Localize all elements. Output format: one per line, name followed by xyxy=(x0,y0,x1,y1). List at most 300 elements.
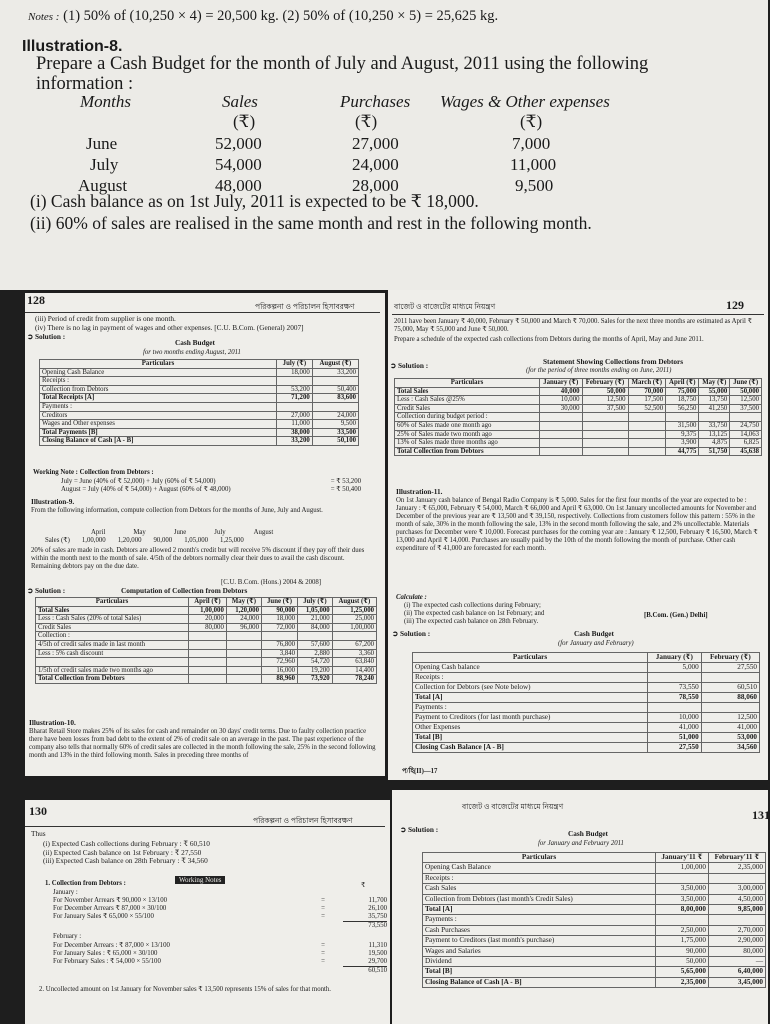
row-label: Closing Cash Balance [A - B] xyxy=(413,743,648,753)
row-value: 80,000 xyxy=(189,623,227,632)
row-value: 3,50,000 xyxy=(656,894,709,904)
page-number: 130 xyxy=(29,804,47,818)
row-value: 41,250 xyxy=(699,404,730,413)
collections-table xyxy=(394,378,762,456)
working-amount: 11,700 xyxy=(368,897,387,904)
row-label: Opening Cash balance xyxy=(413,663,648,673)
row-value: 41,000 xyxy=(648,723,702,733)
table-header: Particulars April (₹) May (₹) June (₹) July (₹) August (₹) xyxy=(36,598,377,607)
illustration-10-text: Bharat Retail Store makes 25% of its sales for cash and remainder on 30 days' credit terms. Due to faulty collection practice there have been losses from bad debt to the extent of 2% of credit sale on an average in the past. The past experience of the company also tells that normally 60% of credit sales are collected in the month following the sale, 25% in the second following month and 13% in the third following month. Sales in preceding three months of xyxy=(29,728,376,759)
february-rows xyxy=(53,942,388,975)
row-value: 11,000 xyxy=(277,420,313,429)
row-value xyxy=(582,430,628,439)
row-value: 5,65,000 xyxy=(656,967,709,977)
table-row xyxy=(36,640,377,649)
running-head: বাজেট ও বাজেটের মাধ্যমে নিয়ন্ত্রণ xyxy=(462,802,564,811)
head-rule xyxy=(392,314,764,315)
row-value xyxy=(699,413,730,422)
row-label: Total [B] xyxy=(423,967,656,977)
row-value: 31,500 xyxy=(666,421,699,430)
row-value: 72,960 xyxy=(261,658,297,667)
table-row xyxy=(413,713,760,723)
row-value: 2,880 xyxy=(298,649,333,658)
row-value: 12,500 xyxy=(701,713,759,723)
row-label: 4/5th of credit sales made in last month xyxy=(36,640,189,649)
row-value xyxy=(277,377,313,386)
row-value xyxy=(648,673,702,683)
row-value xyxy=(540,430,583,439)
row-value xyxy=(666,413,699,422)
reference: [B.Com. (Gen.) Delhi] xyxy=(644,612,708,619)
working-line xyxy=(53,950,388,958)
page-131 xyxy=(392,790,768,1024)
working-desc xyxy=(53,921,303,930)
row-label: Payments : xyxy=(413,703,648,713)
row-label: Cash Purchases xyxy=(423,925,656,935)
thus-label: Thus xyxy=(31,829,46,838)
row-value: 14,063 xyxy=(730,430,762,439)
row-value: 53,200 xyxy=(277,385,313,394)
unit-sales: (₹) xyxy=(233,112,256,131)
table-header: Particulars January (₹) February (₹) xyxy=(413,653,760,663)
row-label: Collection during budget period : xyxy=(395,413,540,422)
row-label: Collection for Debtors (see Note below) xyxy=(413,683,648,693)
row-value: 51,750 xyxy=(699,447,730,456)
solution-label: ➲ Solution : xyxy=(390,361,429,370)
row-label: Total Collection from Debtors xyxy=(36,675,189,684)
computation-title: Computation of Collection from Debtors xyxy=(121,586,248,595)
row-label: Wages and Salaries xyxy=(423,946,656,956)
row-value xyxy=(261,632,297,641)
working-amount: 29,700 xyxy=(368,958,387,965)
row-value xyxy=(226,658,261,667)
row-label: Creditors xyxy=(40,411,277,420)
row-value: 37,500 xyxy=(730,404,762,413)
table-header: Particulars January'11 ₹ February'11 ₹ xyxy=(423,853,766,863)
row-value: 78,550 xyxy=(648,693,702,703)
row-label: 60% of Sales made one month ago xyxy=(395,421,540,430)
illustration-9-ref: [C.U. B.Com. (Hons.) 2004 & 2008] xyxy=(221,579,322,586)
row-value: 3,360 xyxy=(332,649,376,658)
illustration-11-heading: Illustration-11. xyxy=(396,487,443,496)
row-value xyxy=(628,439,666,448)
solution-label-2: ➲ Solution : xyxy=(27,586,66,595)
row-value xyxy=(708,873,765,883)
january-label: January : xyxy=(53,889,78,896)
table-row xyxy=(423,957,766,967)
row-value: 72,000 xyxy=(261,623,297,632)
row-label: Receipts : xyxy=(413,673,648,683)
row-value: 25,000 xyxy=(332,615,376,624)
page-footer: প/হি(II)—17 xyxy=(402,768,438,775)
intro: (iii) Period of credit from supplier is one month. (iv) There is no lag in payment of wages and other expenses. [C.U. B.Com. (General) 2007] xyxy=(35,314,304,332)
row-purchases: 28,000 xyxy=(352,176,399,195)
head-rule xyxy=(25,312,380,313)
row-value: 51,000 xyxy=(648,733,702,743)
row-value xyxy=(540,439,583,448)
row-value: 50,000 xyxy=(656,957,709,967)
row-label: Closing Balance of Cash [A - B] xyxy=(423,977,656,987)
intro: 2011 have been January ₹ 40,000, February ₹ 50,000 and March ₹ 70,000. Sales for the next three months are estimated as April ₹ 75,000, May ₹ 55,000 and June ₹ 50,000. xyxy=(394,318,752,333)
row-value xyxy=(656,915,709,925)
row-value: 57,600 xyxy=(298,640,333,649)
row-label: Payment to Creditors (last month's purchase) xyxy=(423,936,656,946)
row-label: Total [A] xyxy=(413,693,648,703)
table-row xyxy=(423,946,766,956)
table-row xyxy=(40,394,359,403)
row-value xyxy=(189,649,227,658)
row-value: 6,825 xyxy=(730,439,762,448)
row-value xyxy=(312,402,358,411)
collection-table xyxy=(35,597,377,684)
row-value xyxy=(540,421,583,430)
working-line xyxy=(53,913,388,921)
table-row xyxy=(36,623,377,632)
row-value: 75,000 xyxy=(666,387,699,396)
row-value: 3,900 xyxy=(666,439,699,448)
row-value: 37,500 xyxy=(582,404,628,413)
table-row xyxy=(40,368,359,377)
row-value: 90,000 xyxy=(261,606,297,615)
solution-label: ➲ Solution : xyxy=(400,825,439,834)
row-label: Payments : xyxy=(40,402,277,411)
row-label: Less : 5% cash discount xyxy=(36,649,189,658)
table-row xyxy=(395,421,762,430)
row-value xyxy=(540,413,583,422)
row-value: 34,560 xyxy=(701,743,759,753)
row-value: 40,000 xyxy=(540,387,583,396)
row-value xyxy=(628,430,666,439)
row-value: 3,840 xyxy=(261,649,297,658)
table-row xyxy=(395,396,762,405)
row-label: Collection : xyxy=(36,632,189,641)
table-row xyxy=(395,387,762,396)
table-row xyxy=(36,658,377,667)
row-label: Dividend xyxy=(423,957,656,967)
row-value: 53,000 xyxy=(701,733,759,743)
row-value xyxy=(701,673,759,683)
row-value: 4,50,000 xyxy=(708,894,765,904)
row-value: 45,638 xyxy=(730,447,762,456)
page-128 xyxy=(25,293,385,776)
top-page xyxy=(0,0,768,290)
row-value: 24,000 xyxy=(226,615,261,624)
table-row xyxy=(40,437,359,446)
equals-sign: = xyxy=(321,897,325,904)
row-value xyxy=(189,666,227,675)
working-amount: 26,100 xyxy=(368,905,387,912)
table-row xyxy=(395,404,762,413)
row-value: 3,50,000 xyxy=(656,884,709,894)
row-value: — xyxy=(708,957,765,967)
working-amount: 11,310 xyxy=(368,942,387,949)
row-value: 27,000 xyxy=(277,411,313,420)
row-value: 13,125 xyxy=(699,430,730,439)
row-value: 55,000 xyxy=(699,387,730,396)
solution-label: ➲ Solution : xyxy=(27,332,66,341)
row-value: 73,920 xyxy=(298,675,333,684)
row-value: 24,750 xyxy=(730,421,762,430)
working-desc: For December Arrears : ₹ 87,000 × 13/100 xyxy=(53,942,170,949)
row-value: 96,000 xyxy=(226,623,261,632)
working-desc: For November Arrears ₹ 90,000 × 13/100 xyxy=(53,897,168,904)
equals-sign xyxy=(303,966,343,975)
notes-label: Notes : xyxy=(28,11,60,23)
working-line xyxy=(53,966,388,975)
row-value xyxy=(656,873,709,883)
table-row xyxy=(413,733,760,743)
table-row xyxy=(423,905,766,915)
row-value xyxy=(582,421,628,430)
row-value: 44,775 xyxy=(666,447,699,456)
row-value: 10,000 xyxy=(648,713,702,723)
illustration-10-heading: Illustration-10. xyxy=(29,718,76,727)
row-value xyxy=(189,632,227,641)
row-value xyxy=(226,666,261,675)
row-value: 27,550 xyxy=(648,743,702,753)
row-value: 50,100 xyxy=(312,437,358,446)
table-row xyxy=(395,430,762,439)
row-value: 8,00,000 xyxy=(656,905,709,915)
row-label: Total Payments [B] xyxy=(40,428,277,437)
row-value xyxy=(628,447,666,456)
row-label: Payment to Creditors (for last month purchase) xyxy=(413,713,648,723)
row-value xyxy=(628,421,666,430)
row-sales: 48,000 xyxy=(215,176,262,195)
col-sales: Sales xyxy=(222,92,258,111)
illustration-9-body: 20% of sales are made in cash. Debtors are allowed 2 month's credit but will receive 5% discount if they pay off their dues within the month next to the month of sale. 4/5th of the debtors normally clear their dues to avail the cash discount. Remaining debtors pay on the due date. xyxy=(31,547,365,570)
row-label: Credit Sales xyxy=(395,404,540,413)
illustration-8-prompt: Prepare a Cash Budget for the month of July and August, 2011 using the following information : xyxy=(36,54,649,94)
row-value xyxy=(708,915,765,925)
cash-budget-table xyxy=(412,652,760,753)
working-line xyxy=(53,942,388,950)
budget-title: Cash Budget xyxy=(568,829,608,838)
row-value: 56,250 xyxy=(666,404,699,413)
row-value: 50,000 xyxy=(582,387,628,396)
row-value: 6,40,000 xyxy=(708,967,765,977)
row-value: 3,00,000 xyxy=(708,884,765,894)
working-note: July = June (40% of ₹ 52,000) + July (60% of ₹ 54,000) = ₹ 53,200 August = July (40% of ₹ 54,000) + August (60% of ₹ 48,000) = ₹ 50,400 xyxy=(61,478,361,493)
note-2: 2. Uncollected amount on 1st January for November sales ₹ 13,500 represents 15% of sales for that month. xyxy=(39,986,331,993)
row-value: 18,750 xyxy=(666,396,699,405)
table-row xyxy=(423,925,766,935)
row-label: Wages and Other expenses xyxy=(40,420,277,429)
row-value: 20,000 xyxy=(189,615,227,624)
row-value xyxy=(582,447,628,456)
row-value xyxy=(277,402,313,411)
row-label: Less : Cash Sales (20% of total Sales) xyxy=(36,615,189,624)
row-value: 2,35,000 xyxy=(708,863,765,873)
row-wages: 9,500 xyxy=(515,176,554,195)
row-value: 73,550 xyxy=(648,683,702,693)
table-row xyxy=(413,663,760,673)
january-rows xyxy=(53,897,388,930)
table-row xyxy=(413,673,760,683)
row-value: 1,00,000 xyxy=(332,623,376,632)
page-130 xyxy=(25,800,390,1024)
row-value: 2,90,000 xyxy=(708,936,765,946)
row-value: 71,200 xyxy=(277,394,313,403)
row-label: Opening Cash Balance xyxy=(40,368,277,377)
page-number: 128 xyxy=(27,293,45,307)
cash-budget-table xyxy=(422,852,766,988)
row-value: 27,550 xyxy=(701,663,759,673)
working-amount: 35,750 xyxy=(368,913,387,920)
table-header: Particulars July (₹) August (₹) xyxy=(40,360,359,369)
table-row xyxy=(40,428,359,437)
page-129 xyxy=(388,290,768,780)
calculate-items: (i) The expected cash collections during February; (ii) The expected cash balance on 1st February; and (iii) The expected cash balance on 28th February. xyxy=(404,602,545,625)
row-label: Total Collection from Debtors xyxy=(395,447,540,456)
row-value: 88,060 xyxy=(701,693,759,703)
working-line xyxy=(53,897,388,905)
row-value: 14,400 xyxy=(332,666,376,675)
row-value: 12,500 xyxy=(730,396,762,405)
table-row xyxy=(423,884,766,894)
row-value: 19,200 xyxy=(298,666,333,675)
row-value xyxy=(298,632,333,641)
table-row xyxy=(395,447,762,456)
illustration-9-text: From the following information, compute collection from Debtors for the months of June, July and August. xyxy=(31,507,323,514)
table-row xyxy=(36,649,377,658)
table-row xyxy=(413,703,760,713)
row-value: 60,510 xyxy=(701,683,759,693)
row-value: 33,200 xyxy=(312,368,358,377)
row-value: 67,200 xyxy=(332,640,376,649)
budget-subtitle: for two months ending August, 2011 xyxy=(143,349,241,356)
row-value: 88,960 xyxy=(261,675,297,684)
row-value: 30,000 xyxy=(540,404,583,413)
row-value: 1,00,000 xyxy=(656,863,709,873)
row-value: 18,000 xyxy=(261,615,297,624)
row-value: 1,75,000 xyxy=(656,936,709,946)
row-month: August xyxy=(78,176,128,195)
table-row xyxy=(40,385,359,394)
row-label: Less : Cash Sales @25% xyxy=(395,396,540,405)
table-row xyxy=(36,675,377,684)
row-label: Total Sales xyxy=(36,606,189,615)
cash-budget-table xyxy=(39,359,359,446)
row-value: 80,000 xyxy=(708,946,765,956)
row-value: 12,500 xyxy=(582,396,628,405)
running-head: বাজেট ও বাজেটের মাধ্যমে নিয়ন্ত্রণ xyxy=(394,302,496,311)
working-amount: 60,510 xyxy=(343,966,387,975)
row-label: Receipts : xyxy=(423,873,656,883)
row-label: 13% of Sales made three months ago xyxy=(395,439,540,448)
working-amount: 73,550 xyxy=(343,921,387,930)
equals-sign: = xyxy=(321,913,325,920)
row-value: 70,000 xyxy=(628,387,666,396)
working-desc: For January Sales : ₹ 65,000 × 30/100 xyxy=(53,950,158,957)
row-month: June xyxy=(86,134,118,153)
row-value xyxy=(189,640,227,649)
row-value: 4,875 xyxy=(699,439,730,448)
row-value xyxy=(189,658,227,667)
running-head: পরিকল্পনা ও পরিচালন হিসাবরক্ষণ xyxy=(253,816,353,825)
conditions xyxy=(30,190,592,234)
row-label: Collection from Debtors xyxy=(40,385,277,394)
row-value xyxy=(332,632,376,641)
row-value: 1,05,000 xyxy=(298,606,333,615)
notes-line xyxy=(28,8,498,25)
row-value xyxy=(730,413,762,422)
table-row xyxy=(413,723,760,733)
equals-sign: = xyxy=(321,942,325,949)
table-row xyxy=(395,439,762,448)
table-row xyxy=(413,693,760,703)
row-purchases: 24,000 xyxy=(352,155,399,174)
notes-text: (1) 50% of (10,250 × 4) = 20,500 kg. (2) 50% of (10,250 × 5) = 25,625 kg. xyxy=(63,8,499,24)
condition-2: (ii) 60% of sales are realised in the same month and rest in the following month. xyxy=(30,213,592,233)
row-label: Cash Sales xyxy=(423,884,656,894)
row-value xyxy=(189,675,227,684)
table-row xyxy=(423,873,766,883)
row-value: 78,240 xyxy=(332,675,376,684)
table-header: Particulars January (₹) February (₹) March (₹) April (₹) May (₹) June (₹) xyxy=(395,379,762,388)
row-value xyxy=(540,447,583,456)
table-row xyxy=(36,632,377,641)
budget-subtitle: for January and February 2011 xyxy=(538,840,624,847)
row-value: 5,000 xyxy=(648,663,702,673)
row-value: 33,500 xyxy=(312,428,358,437)
table-row xyxy=(423,967,766,977)
working-desc: For January Sales ₹ 65,000 × 55/100 xyxy=(53,913,154,920)
col-wages: Wages & Other expenses xyxy=(440,92,610,111)
row-value: 50,400 xyxy=(312,385,358,394)
row-value: 9,85,000 xyxy=(708,905,765,915)
row-value: 9,500 xyxy=(312,420,358,429)
row-value: 54,720 xyxy=(298,658,333,667)
budget-title: Cash Budget xyxy=(574,629,614,638)
table-row xyxy=(413,743,760,753)
row-label: 1/5th of credit sales made two months ago xyxy=(36,666,189,675)
table-row xyxy=(40,411,359,420)
row-value: 17,500 xyxy=(628,396,666,405)
working-desc: For February Sales : ₹ 54,000 × 55/100 xyxy=(53,958,161,965)
head-rule xyxy=(25,826,385,827)
row-sales: 54,000 xyxy=(215,155,262,174)
row-value: 83,600 xyxy=(312,394,358,403)
illustration-8-heading: Illustration-8. xyxy=(22,38,123,55)
row-label: Closing Balance of Cash [A - B] xyxy=(40,437,277,446)
row-value: 63,840 xyxy=(332,658,376,667)
col-months: Months xyxy=(80,92,131,111)
table-row xyxy=(40,420,359,429)
working-line xyxy=(53,958,388,966)
table-row xyxy=(395,413,762,422)
february-label: February : xyxy=(53,933,82,940)
row-label: Other Expenses xyxy=(413,723,648,733)
row-label: Opening Cash Balance xyxy=(423,863,656,873)
row-value xyxy=(582,439,628,448)
table-row xyxy=(40,377,359,386)
row-value: 41,000 xyxy=(701,723,759,733)
col-purchases: Purchases xyxy=(340,92,411,111)
row-value: 50,000 xyxy=(730,387,762,396)
row-value: 33,750 xyxy=(699,421,730,430)
row-value xyxy=(226,649,261,658)
page-number: 129 xyxy=(726,298,744,312)
statement-subtitle: (for the period of three months ending on June, 2011) xyxy=(526,367,672,374)
working-amount: 19,500 xyxy=(368,950,387,957)
equals-sign: = xyxy=(321,950,325,957)
working-line xyxy=(53,921,388,930)
row-value: 9,375 xyxy=(666,430,699,439)
row-value xyxy=(701,703,759,713)
row-label: 25% of Sales made two month ago xyxy=(395,430,540,439)
table-row xyxy=(36,606,377,615)
